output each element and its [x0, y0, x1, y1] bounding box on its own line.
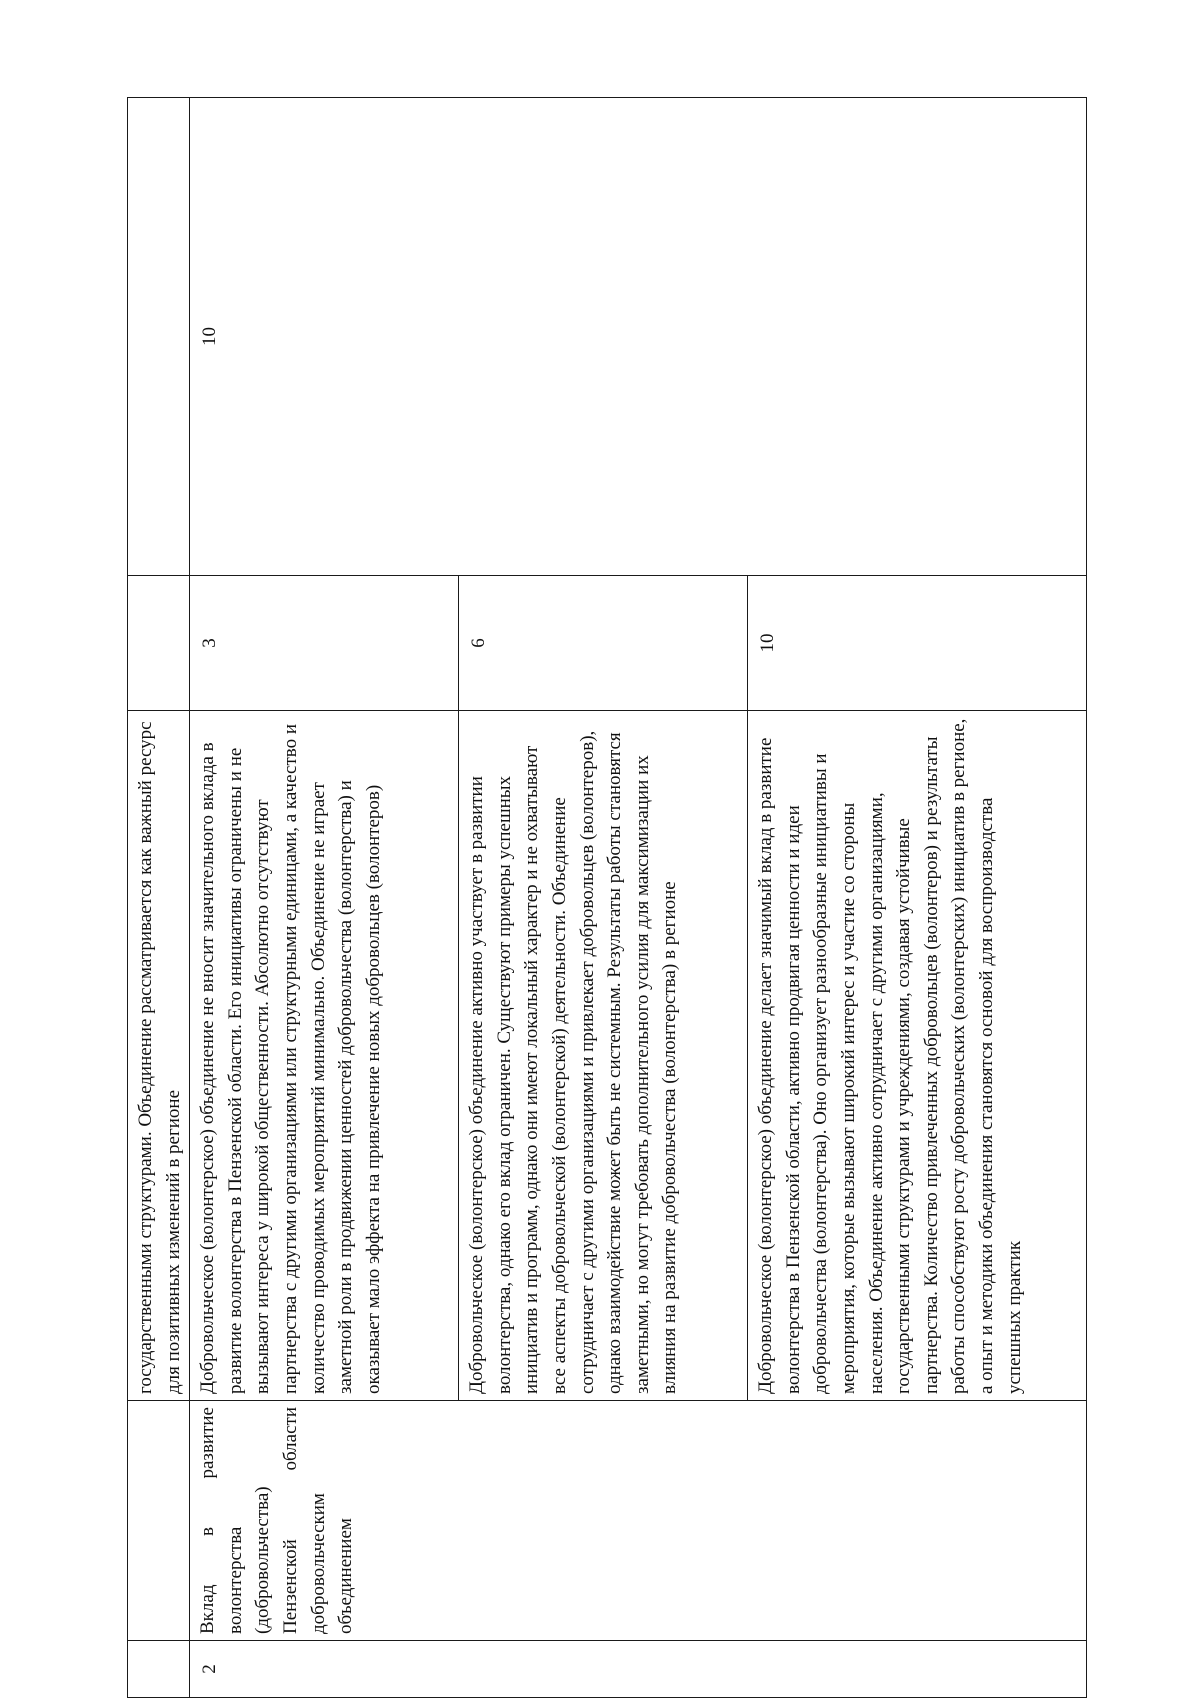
empty-cell — [128, 1641, 190, 1698]
level-score-cell: 3 — [190, 576, 459, 711]
continued-description-cell: государственными структурами. Объединение рассматривается как важный ресурс для позитивных изменений в регионе — [128, 711, 190, 1401]
criteria-table — [127, 97, 1087, 1698]
criterion-number-cell: 2 — [190, 1641, 1087, 1698]
empty-cell — [128, 1401, 190, 1641]
table-row — [128, 98, 190, 1698]
level-description-cell: Добровольческое (волонтерское) объединение не вносит значительного вклада в развитие волонтерства в Пензенской области. Его инициативы ограничены и не вызывают интереса у широкой общественности. Абсолютно отсутствуют партнерства с другими организациями или структурными единицами, а качество и количество проводимых мероприятий минимально. Объединение не играет заметной роли в продвижении ценностей добровольчества (волонтерства) и оказывает мало эффекта на привлечение новых добровольцев (волонтеров) — [190, 711, 459, 1401]
level-score-cell: 6 — [459, 576, 748, 711]
level-description-cell: Добровольческое (волонтерское) объединение делает значимый вклад в развитие волонтерства в Пензенской области, активно продвигая ценности и идеи добровольчества (волонтерства). Оно организует разнообразные инициативы и мероприятия, которые вызывают широкий интерес и участие со стороны населения. Объединение активно сотрудничает с другими организациями, государственными структурами и учреждениями, создавая устойчивые партнерства. Количество привлеченных добровольцев (волонтеров) и результаты работы способствуют росту добровольческих (волонтерских) инициатив в регионе, а опыт и методики объединения становятся основой для воспроизводства успешных практик — [748, 711, 1087, 1401]
max-score-cell: 10 — [190, 98, 1087, 576]
empty-cell — [128, 98, 190, 576]
rotated-page — [127, 98, 1057, 1698]
level-description-cell: Добровольческое (волонтерское) объединение активно участвует в развитии волонтерства, однако его вклад ограничен. Существуют примеры успешных инициатив и программ, однако они имеют локальный характер и не охватывают все аспекты добровольческой (волонтерской) деятельности. Объединение сотрудничает с другими организациями и привлекает добровольцев (волонтеров), однако взаимодействие может быть не системным. Результаты работы становятся заметными, но могут требовать дополнительного усилия для максимизации их влияния на развитие добровольчества (волонтерства) в регионе — [459, 711, 748, 1401]
empty-cell — [128, 576, 190, 711]
criterion-name-cell: Вклад в развитие волонтерства (добровольчества) Пензенской области добровольческим объединением — [190, 1401, 1087, 1641]
level-score-cell: 10 — [748, 576, 1087, 711]
table-row — [190, 98, 459, 1698]
